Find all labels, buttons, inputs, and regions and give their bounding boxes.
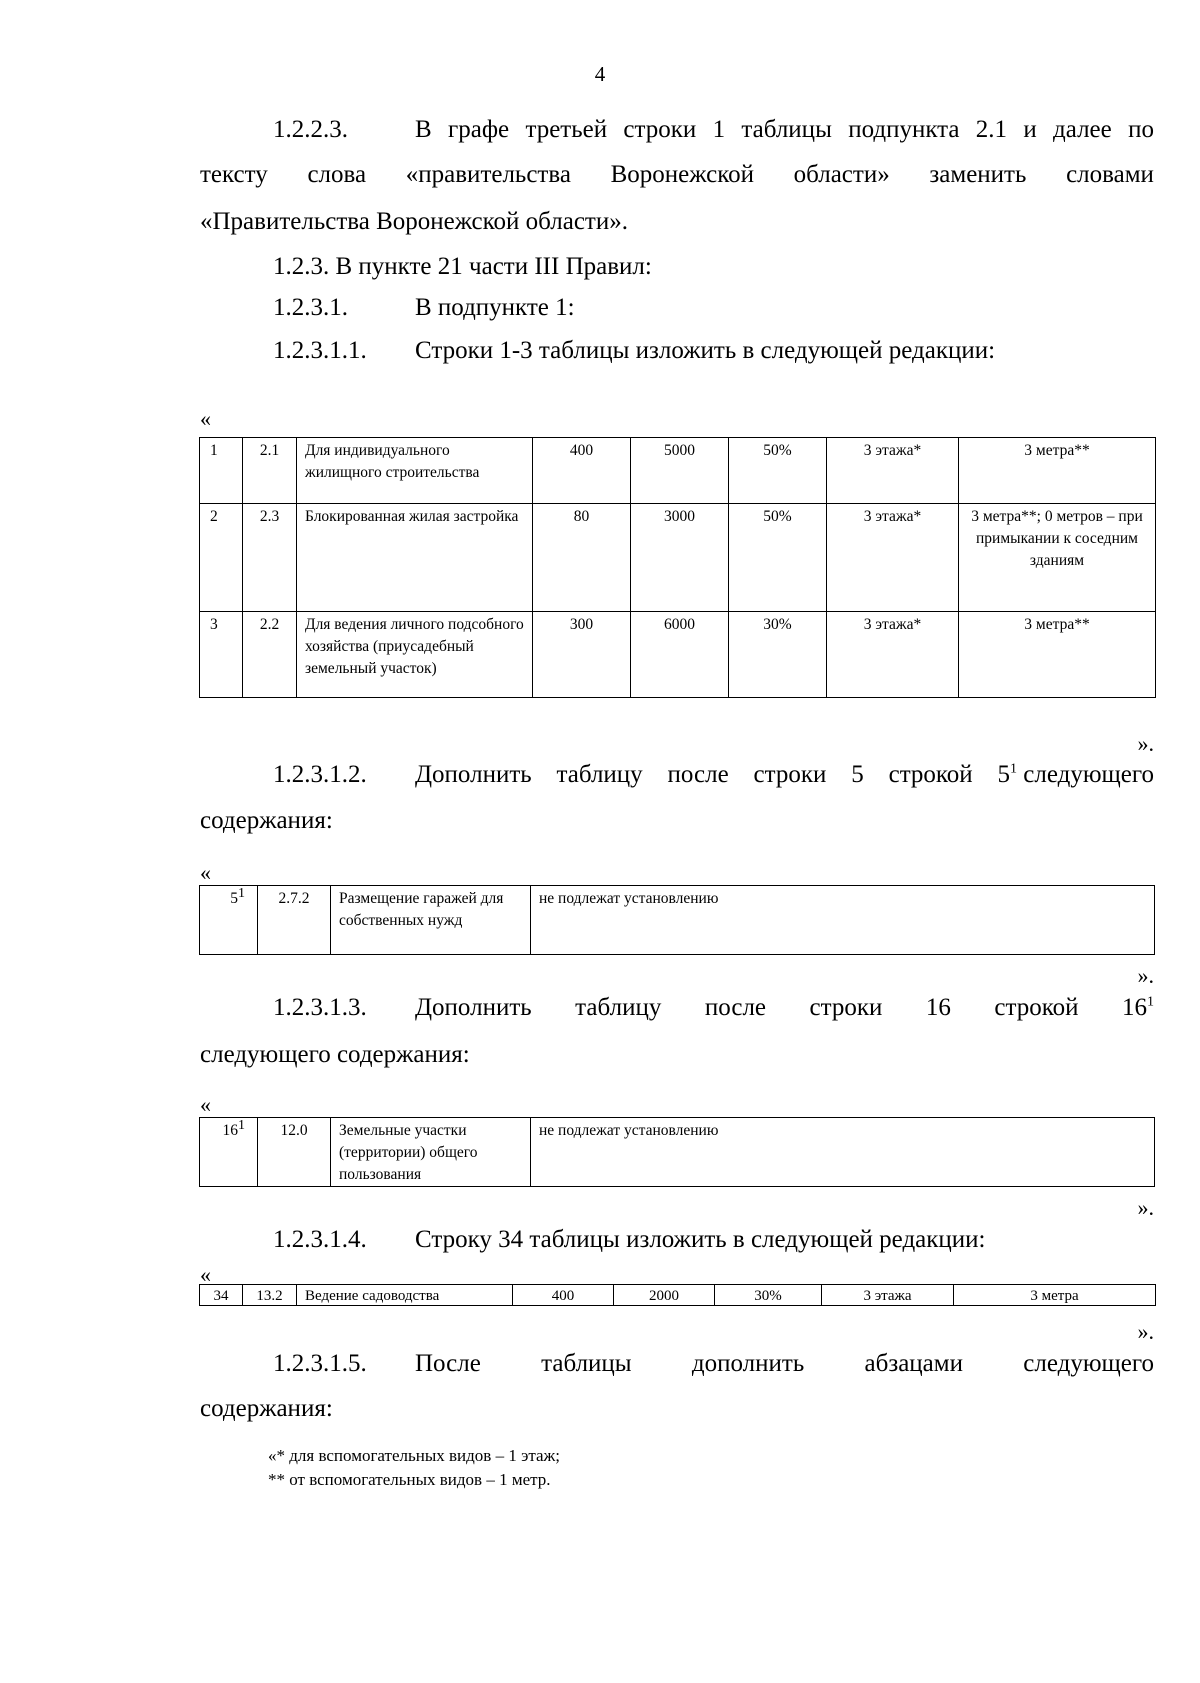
paragraph-number: 1.2.3.1.2. (273, 761, 367, 788)
closing-quote: ». (1137, 731, 1154, 756)
table-cell: 13.2 (243, 1285, 297, 1306)
word: строкой (888, 761, 973, 788)
table-cell: 50% (729, 438, 827, 504)
paragraph-line: содержания: (200, 1395, 333, 1422)
word (998, 760, 1154, 790)
word: строки (753, 761, 827, 788)
table-cell: Ведение садоводства (297, 1285, 513, 1306)
closing-quote: ». (1137, 963, 1154, 988)
paragraph-body: Строки 1-3 таблицы изложить в следующей редакции: (415, 337, 996, 364)
word: После (415, 1350, 481, 1377)
table-cell: 2.1 (243, 438, 297, 504)
table-cell: 6000 (631, 612, 729, 698)
superscripted-number: 16 (1121, 994, 1147, 1021)
table-cell: 3 этажа* (827, 504, 959, 612)
word: Дополнить (415, 761, 532, 788)
table-cell: 2.2 (243, 612, 297, 698)
opening-quote: « (200, 1262, 211, 1287)
table-row (200, 1285, 1156, 1306)
word: строкой (994, 994, 1079, 1021)
table-cell: 3 метра (954, 1285, 1156, 1306)
word: «правительства (405, 161, 571, 188)
closing-quote: ». (1137, 1319, 1154, 1344)
common-use-row-table (199, 1117, 1155, 1187)
table-cell: 1 (200, 438, 243, 504)
word: после (667, 761, 729, 788)
word: следующего (1023, 1350, 1154, 1377)
paragraph-body: Строку 34 таблицы изложить в следующей редакции: (415, 1226, 986, 1253)
table-cell: 3 (200, 612, 243, 698)
paragraph-text: 1.2.3. В пункте 21 части III Правил: (273, 253, 652, 280)
word: заменить (929, 161, 1027, 188)
table-cell: $16^1$ (200, 1118, 258, 1187)
gardening-row-table (199, 1284, 1156, 1306)
table-cell: 34 (200, 1285, 243, 1306)
land-parameters-table (199, 437, 1156, 698)
table-cell: 2 (200, 504, 243, 612)
paragraph-number: 1.2.2.3. (273, 116, 348, 143)
table-cell: Размещение гаражей для собственных нужд (331, 886, 531, 955)
paragraph-line: следующего содержания: (200, 1041, 470, 1068)
paragraph-line (415, 760, 1154, 790)
table-cell: Для индивидуального жилищного строительства (297, 438, 533, 504)
table-cell: 2.3 (243, 504, 297, 612)
superscript: 1 (1146, 994, 1154, 1010)
word: третьей (525, 116, 608, 143)
paragraph-text (273, 293, 575, 323)
table-cell: 3 метра** (959, 438, 1156, 504)
word: 16 (925, 994, 951, 1021)
table-row (200, 504, 1156, 612)
word (1122, 993, 1154, 1023)
word: 2.1 (975, 116, 1008, 143)
paragraph-line (415, 115, 1154, 145)
table-cell: $5^1$ (200, 886, 258, 955)
paragraph-number: 1.2.3.1.1. (273, 337, 367, 364)
word: 5 (851, 761, 864, 788)
table-cell: не подлежат установлению (531, 1118, 1155, 1187)
table-cell: Земельные участки (территории) общего пользования (331, 1118, 531, 1187)
table-cell: Блокированная жилая застройка (297, 504, 533, 612)
paragraph-number: 1.2.3.1.5. (273, 1350, 367, 1377)
word: следующего (1017, 761, 1154, 788)
footnote: ** от вспомогательных видов – 1 метр. (268, 1470, 551, 1489)
paragraph-line: содержания: (200, 807, 333, 834)
table-row (200, 612, 1156, 698)
table-cell: 2.7.2 (258, 886, 331, 955)
superscripted-number: 5 (997, 761, 1011, 788)
table-row (200, 438, 1156, 504)
word: Воронежской (610, 161, 754, 188)
table-row (200, 886, 1155, 955)
word: и (1023, 116, 1037, 143)
word: тексту (200, 161, 268, 188)
word: таблицы (741, 116, 832, 143)
word: словами (1066, 161, 1154, 188)
paragraph-text (273, 336, 995, 366)
paragraph-number: 1.2.3.1.3. (273, 994, 367, 1021)
word: строки (809, 994, 883, 1021)
word: абзацами (864, 1350, 963, 1377)
paragraph-line (415, 993, 1154, 1023)
word: строки (623, 116, 697, 143)
opening-quote: « (200, 406, 211, 431)
table-cell: 30% (729, 612, 827, 698)
table-cell: Для ведения личного подсобного хозяйства (приусадебный земельный участок) (297, 612, 533, 698)
word: слова (307, 161, 367, 188)
footnote: «* для вспомогательных видов – 1 этаж; (268, 1446, 561, 1465)
paragraph-body: В подпункте 1: (415, 294, 575, 321)
paragraph-text (273, 1225, 985, 1255)
garages-row-table (199, 885, 1155, 955)
table-cell: 3000 (631, 504, 729, 612)
table-cell: 400 (513, 1285, 614, 1306)
paragraph-line (200, 160, 1154, 190)
word: дополнить (691, 1350, 805, 1377)
page-number: 4 (594, 62, 606, 86)
table-cell: 3 этажа (822, 1285, 954, 1306)
word: В (415, 116, 432, 143)
word: после (704, 994, 767, 1021)
table-row (200, 1118, 1155, 1187)
word: таблицу (575, 994, 662, 1021)
table-cell: не подлежат установлению (531, 886, 1155, 955)
word: подпункта (848, 116, 960, 143)
word: по (1128, 116, 1154, 143)
word: таблицу (556, 761, 643, 788)
word: далее (1053, 116, 1112, 143)
opening-quote: « (200, 860, 211, 885)
word: 1 (712, 116, 726, 143)
word: Дополнить (415, 994, 532, 1021)
table-cell: 5000 (631, 438, 729, 504)
closing-quote: ». (1137, 1195, 1154, 1220)
paragraph-number: 1.2.3.1. (273, 294, 348, 321)
word: графе (448, 116, 510, 143)
opening-quote: « (200, 1092, 211, 1117)
table-cell: 50% (729, 504, 827, 612)
table-cell: 2000 (614, 1285, 715, 1306)
word: области» (793, 161, 890, 188)
table-cell: 3 метра** (959, 612, 1156, 698)
table-cell: 12.0 (258, 1118, 331, 1187)
table-cell: 300 (533, 612, 631, 698)
table-cell: 3 метра**; 0 метров – при примыкании к соседним зданиям (959, 504, 1156, 612)
paragraph-number: 1.2.3.1.4. (273, 1226, 367, 1253)
table-cell: 3 этажа* (827, 612, 959, 698)
superscript: 1 (1010, 761, 1018, 777)
table-cell: 80 (533, 504, 631, 612)
paragraph-line (415, 1349, 1154, 1379)
table-cell: 3 этажа* (827, 438, 959, 504)
paragraph-line: «Правительства Воронежской области». (200, 208, 628, 235)
table-cell: 30% (715, 1285, 822, 1306)
table-cell: 400 (533, 438, 631, 504)
word: таблицы (541, 1350, 632, 1377)
